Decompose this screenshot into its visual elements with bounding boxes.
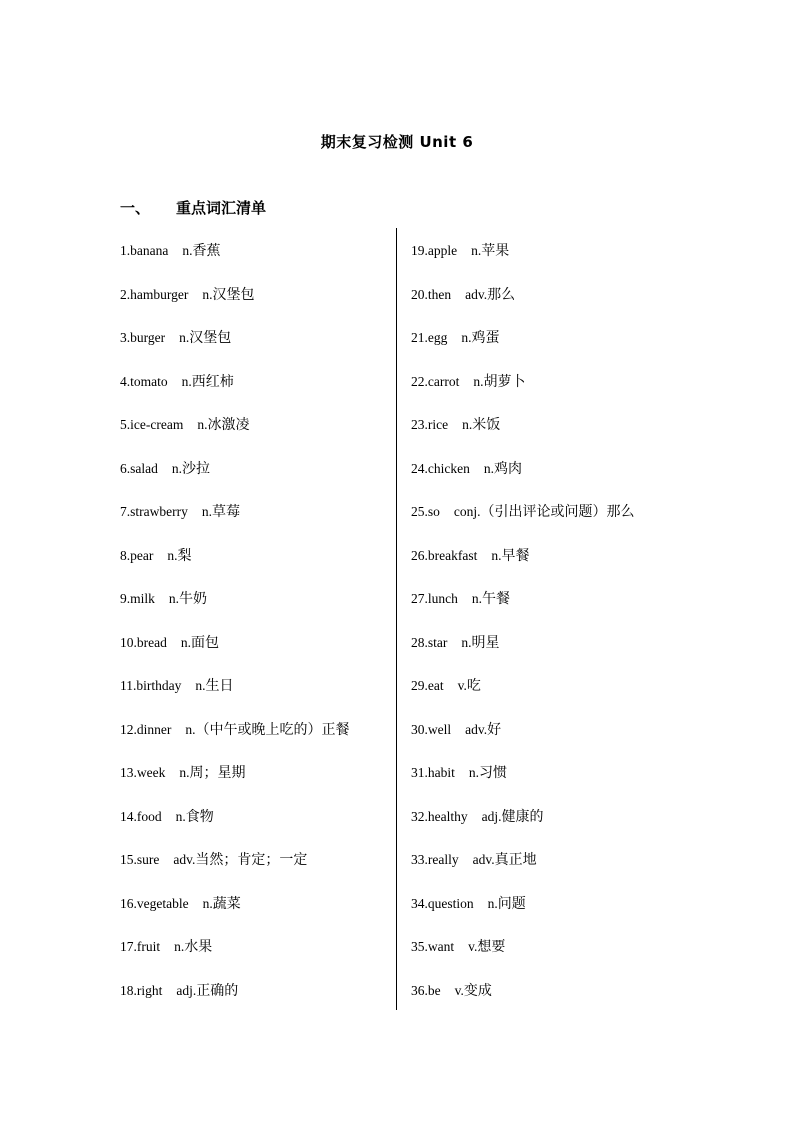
vocab-word: 4.tomato: [120, 373, 168, 389]
page-title: 期末复习检测 Unit 6: [320, 133, 474, 151]
vocab-part-of-speech: n.: [197, 417, 208, 432]
vocab-meaning: （中午或晚上吃的）正餐: [195, 721, 350, 738]
vocab-meaning: 香蕉: [192, 243, 221, 259]
vocab-part-of-speech: n.: [471, 591, 482, 606]
vocab-part-of-speech: n.: [462, 417, 473, 432]
vocab-meaning: 好: [487, 721, 502, 738]
vocab-part-of-speech: n.: [179, 765, 190, 780]
vocab-word: 35.want: [411, 939, 455, 954]
vocab-meaning: 午餐: [482, 591, 510, 607]
vocab-part-of-speech: n.: [195, 678, 206, 693]
vocab-meaning: 当然；肯定；一定: [195, 852, 308, 868]
vocab-meaning: 鸡蛋: [471, 330, 500, 346]
vocab-item: [120, 635, 390, 679]
vocab-item: [411, 852, 711, 896]
vocab-item: [411, 939, 711, 983]
vocab-meaning: 汉堡包: [189, 330, 232, 346]
vocab-meaning: 梨: [177, 547, 192, 564]
vocab-word: 32.healthy: [411, 808, 468, 824]
vocab-part-of-speech: v.: [468, 939, 478, 954]
vocab-word: 20.then: [411, 286, 452, 302]
vocab-word: 27.lunch: [411, 591, 458, 606]
vocab-part-of-speech: v.: [454, 982, 464, 998]
vocab-word: 23.rice: [411, 417, 449, 432]
vocab-part-of-speech: adj.: [481, 808, 502, 824]
vocab-word: 18.right: [120, 982, 163, 998]
vocab-meaning: 真正地: [494, 852, 537, 868]
vocab-meaning: 正确的: [196, 982, 239, 999]
vocab-word: 7.strawberry: [120, 504, 188, 519]
vocab-part-of-speech: n.: [202, 286, 213, 302]
vocab-meaning: 西红柿: [191, 373, 234, 390]
vocab-item: [411, 809, 711, 853]
vocab-item: [411, 330, 711, 374]
vocab-word: 30.well: [411, 721, 452, 737]
vocab-part-of-speech: n.: [201, 504, 212, 519]
vocab-word: 33.really: [411, 852, 459, 867]
vocab-item: [120, 852, 390, 896]
vocab-item: [120, 939, 390, 983]
vocab-word: 29.eat: [411, 678, 444, 693]
vocab-part-of-speech: n.: [461, 634, 472, 650]
vocab-item: [120, 504, 390, 548]
vocab-word: 3.burger: [120, 330, 166, 345]
vocab-item: [411, 548, 711, 592]
vocab-word: 9.milk: [120, 591, 155, 606]
vocab-part-of-speech: n.: [461, 330, 472, 345]
vocab-part-of-speech: n.: [202, 895, 213, 911]
vocab-word: 1.banana: [120, 243, 169, 258]
vocab-item: [411, 765, 711, 809]
vocab-meaning: 面包: [190, 634, 219, 651]
vocab-part-of-speech: n.: [182, 243, 193, 258]
vocab-part-of-speech: n.: [471, 243, 482, 258]
vocab-word: 22.carrot: [411, 373, 460, 389]
vocab-item: [411, 722, 711, 766]
vocab-item: [120, 765, 390, 809]
vocab-meaning: 蔬菜: [212, 895, 241, 912]
vocab-column-left: [120, 243, 390, 1026]
vocab-word: 34.question: [411, 895, 474, 911]
vocab-meaning: 早餐: [501, 547, 530, 564]
vocab-part-of-speech: n.: [473, 373, 484, 389]
vocab-word: 21.egg: [411, 330, 448, 345]
vocab-meaning: 汉堡包: [212, 286, 255, 303]
vocab-meaning: 习惯: [479, 765, 507, 781]
vocab-part-of-speech: adv.: [472, 852, 495, 867]
vocab-word: 26.breakfast: [411, 547, 478, 563]
vocab-item: [120, 983, 390, 1027]
vocab-part-of-speech: conj.: [453, 504, 481, 519]
vocab-word: 17.fruit: [120, 939, 161, 954]
vocab-item: [120, 591, 390, 635]
vocab-meaning: 冰激凌: [207, 417, 250, 433]
vocab-word: 31.habit: [411, 765, 455, 780]
vocab-item: [411, 243, 711, 287]
vocab-meaning: 吃: [466, 678, 481, 694]
vocab-meaning: 牛奶: [179, 591, 208, 607]
vocab-item: [120, 374, 390, 418]
vocab-item: [120, 896, 390, 940]
vocab-item: [120, 287, 390, 331]
vocab-part-of-speech: n.: [168, 591, 180, 606]
vocab-part-of-speech: v.: [457, 678, 467, 693]
vocab-item: [411, 635, 711, 679]
vocab-part-of-speech: n.: [175, 808, 186, 824]
vocab-meaning: 明星: [471, 634, 500, 651]
vocab-part-of-speech: adv.: [173, 852, 196, 867]
vocab-item: [411, 504, 711, 548]
vocab-meaning: 想要: [477, 939, 506, 955]
vocab-item: [120, 722, 390, 766]
vocab-part-of-speech: adj.: [176, 982, 197, 998]
vocab-meaning: 水果: [184, 939, 213, 955]
vocab-meaning: 那么: [487, 286, 516, 303]
vocab-item: [411, 374, 711, 418]
vocab-part-of-speech: n.: [483, 460, 494, 476]
vocab-word: 24.chicken: [411, 460, 470, 476]
vocab-item: [411, 983, 711, 1027]
vocab-part-of-speech: n.: [181, 373, 192, 389]
column-divider: [396, 228, 397, 1010]
vocab-word: 14.food: [120, 808, 162, 824]
vocab-word: 13.week: [120, 765, 166, 780]
vocab-part-of-speech: n.: [167, 547, 178, 563]
vocab-meaning: 苹果: [481, 243, 510, 259]
vocab-item: [120, 678, 390, 722]
vocab-word: 16.vegetable: [120, 895, 189, 911]
section-number: 一、: [120, 199, 151, 217]
vocab-word: 12.dinner: [120, 721, 172, 737]
vocab-word: 36.be: [411, 982, 441, 998]
vocab-word: 19.apple: [411, 243, 458, 258]
section-title: 重点词汇清单: [176, 199, 267, 217]
vocab-word: 25.so: [411, 504, 440, 519]
vocab-meaning: 沙拉: [182, 460, 210, 477]
vocab-item: [411, 461, 711, 505]
vocab-item: [120, 809, 390, 853]
vocab-column-right: [411, 243, 711, 1026]
vocab-item: [120, 548, 390, 592]
vocab-meaning: 问题: [497, 895, 526, 912]
vocab-item: [411, 417, 711, 461]
vocab-meaning: 食物: [185, 808, 214, 825]
vocab-part-of-speech: n.: [468, 765, 479, 780]
vocab-word: 6.salad: [120, 460, 158, 476]
vocab-part-of-speech: adv.: [465, 721, 488, 737]
vocab-part-of-speech: n.: [180, 634, 191, 650]
vocab-word: 10.bread: [120, 634, 167, 650]
vocab-meaning: 米饭: [472, 417, 501, 433]
vocab-item: [411, 896, 711, 940]
vocab-meaning: 健康的: [501, 808, 544, 825]
vocab-word: 11.birthday: [120, 678, 182, 693]
vocab-meaning: 胡萝卜: [483, 373, 526, 390]
vocab-word: 5.ice-cream: [120, 417, 184, 432]
vocab-part-of-speech: n.: [491, 547, 502, 563]
vocab-item: [411, 591, 711, 635]
vocab-word: 8.pear: [120, 547, 154, 563]
vocab-part-of-speech: n.: [171, 460, 182, 476]
section-heading: [120, 197, 266, 218]
vocab-item: [120, 461, 390, 505]
vocab-part-of-speech: adv.: [465, 286, 488, 302]
vocab-word: 28.star: [411, 634, 448, 650]
vocab-part-of-speech: n.: [179, 330, 190, 345]
vocab-item: [120, 330, 390, 374]
vocab-word: 15.sure: [120, 852, 160, 867]
vocab-item: [411, 287, 711, 331]
vocab-word: 2.hamburger: [120, 286, 189, 302]
vocab-part-of-speech: n.: [185, 721, 196, 737]
vocab-meaning: 草莓: [211, 504, 240, 520]
vocab-meaning: 生日: [205, 678, 234, 694]
vocab-part-of-speech: n.: [174, 939, 185, 954]
vocab-meaning: 变成: [463, 982, 492, 999]
vocab-meaning: 周；星期: [189, 765, 246, 781]
vocab-part-of-speech: n.: [487, 895, 498, 911]
vocab-item: [120, 243, 390, 287]
vocab-item: [411, 678, 711, 722]
vocab-item: [120, 417, 390, 461]
vocab-meaning: 鸡肉: [493, 460, 522, 477]
vocab-meaning: （引出评论或问题）那么: [480, 504, 635, 520]
